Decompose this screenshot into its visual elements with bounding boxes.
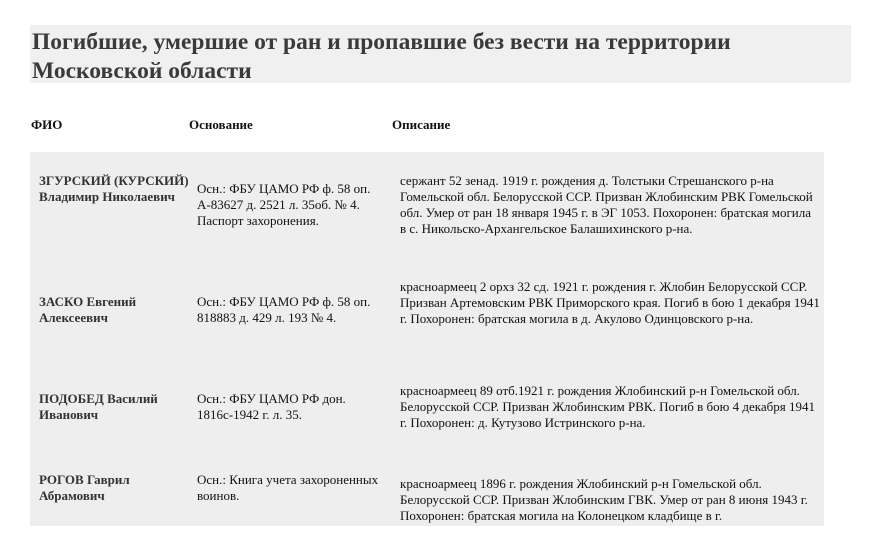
column-header-name: ФИО <box>31 117 63 132</box>
row-description: красноармеец 2 орхз 32 сд. 1921 г. рождения г. Жлобин Белорусской ССР. Призван Артемовским РВК Приморского края. Погиб в бою 1 декабря 1941 г. Похоронен: братская могила в д. Акулово Одинцовского р-на. <box>400 279 820 326</box>
row-basis: Осн.: Книга учета захороненных воинов. <box>197 472 379 503</box>
row-basis: Осн.: ФБУ ЦАМО РФ ф. 58 оп. А-83627 д. 2521 л. 35об. № 4. Паспорт захоронения. <box>197 181 371 228</box>
row-description: красноармеец 89 отб.1921 г. рождения Жлобинский р-н Гомельской обл. Белорусской ССР. Призван Жлобинским РВК. Погиб в бою 4 декабря 1941 г. Похоронен: д. Кутузово Истринского р-на. <box>400 383 815 430</box>
page-title: Погибшие, умершие от ран и пропавшие без вести на территории Московской области <box>32 29 731 84</box>
row-name: ПОДОБЕД Василий Иванович <box>39 391 158 422</box>
row-basis: Осн.: ФБУ ЦАМО РФ ф. 58 оп. 818883 д. 429 л. 193 № 4. <box>197 294 371 325</box>
row-name: ЗГУРСКИЙ (КУРСКИЙ) Владимир Николаевич <box>39 173 189 204</box>
row-name: РОГОВ Гаврил Абрамович <box>39 472 130 503</box>
row-description: сержант 52 зенад. 1919 г. рождения д. Толстыки Стрешанского р-на Гомельской обл. Белорусской ССР. Призван Жлобинским РВК Гомельской обл. Умер от ран 18 января 1945 г. в ЭГ 1053. Похоронен: братская могила в с. Никольско-Архангельское Балашихинского р-на. <box>400 173 813 236</box>
row-name: ЗАСКО Евгений Алексеевич <box>39 294 137 325</box>
records-table <box>30 152 824 526</box>
title-bar <box>30 25 851 83</box>
row-description: красноармеец 1896 г. рождения Жлобинский р-н Гомельской обл. Белорусской ССР. Призван Жлобинским ГВК. Умер от ран 8 июня 1943 г. Похоронен: братская могила на Колонецком кладбище в г. <box>400 476 808 523</box>
row-basis: Осн.: ФБУ ЦАМО РФ дон. 1816с-1942 г. л. 35. <box>197 391 346 422</box>
column-header-basis: Основание <box>189 117 253 132</box>
column-header-description: Описание <box>392 117 451 132</box>
